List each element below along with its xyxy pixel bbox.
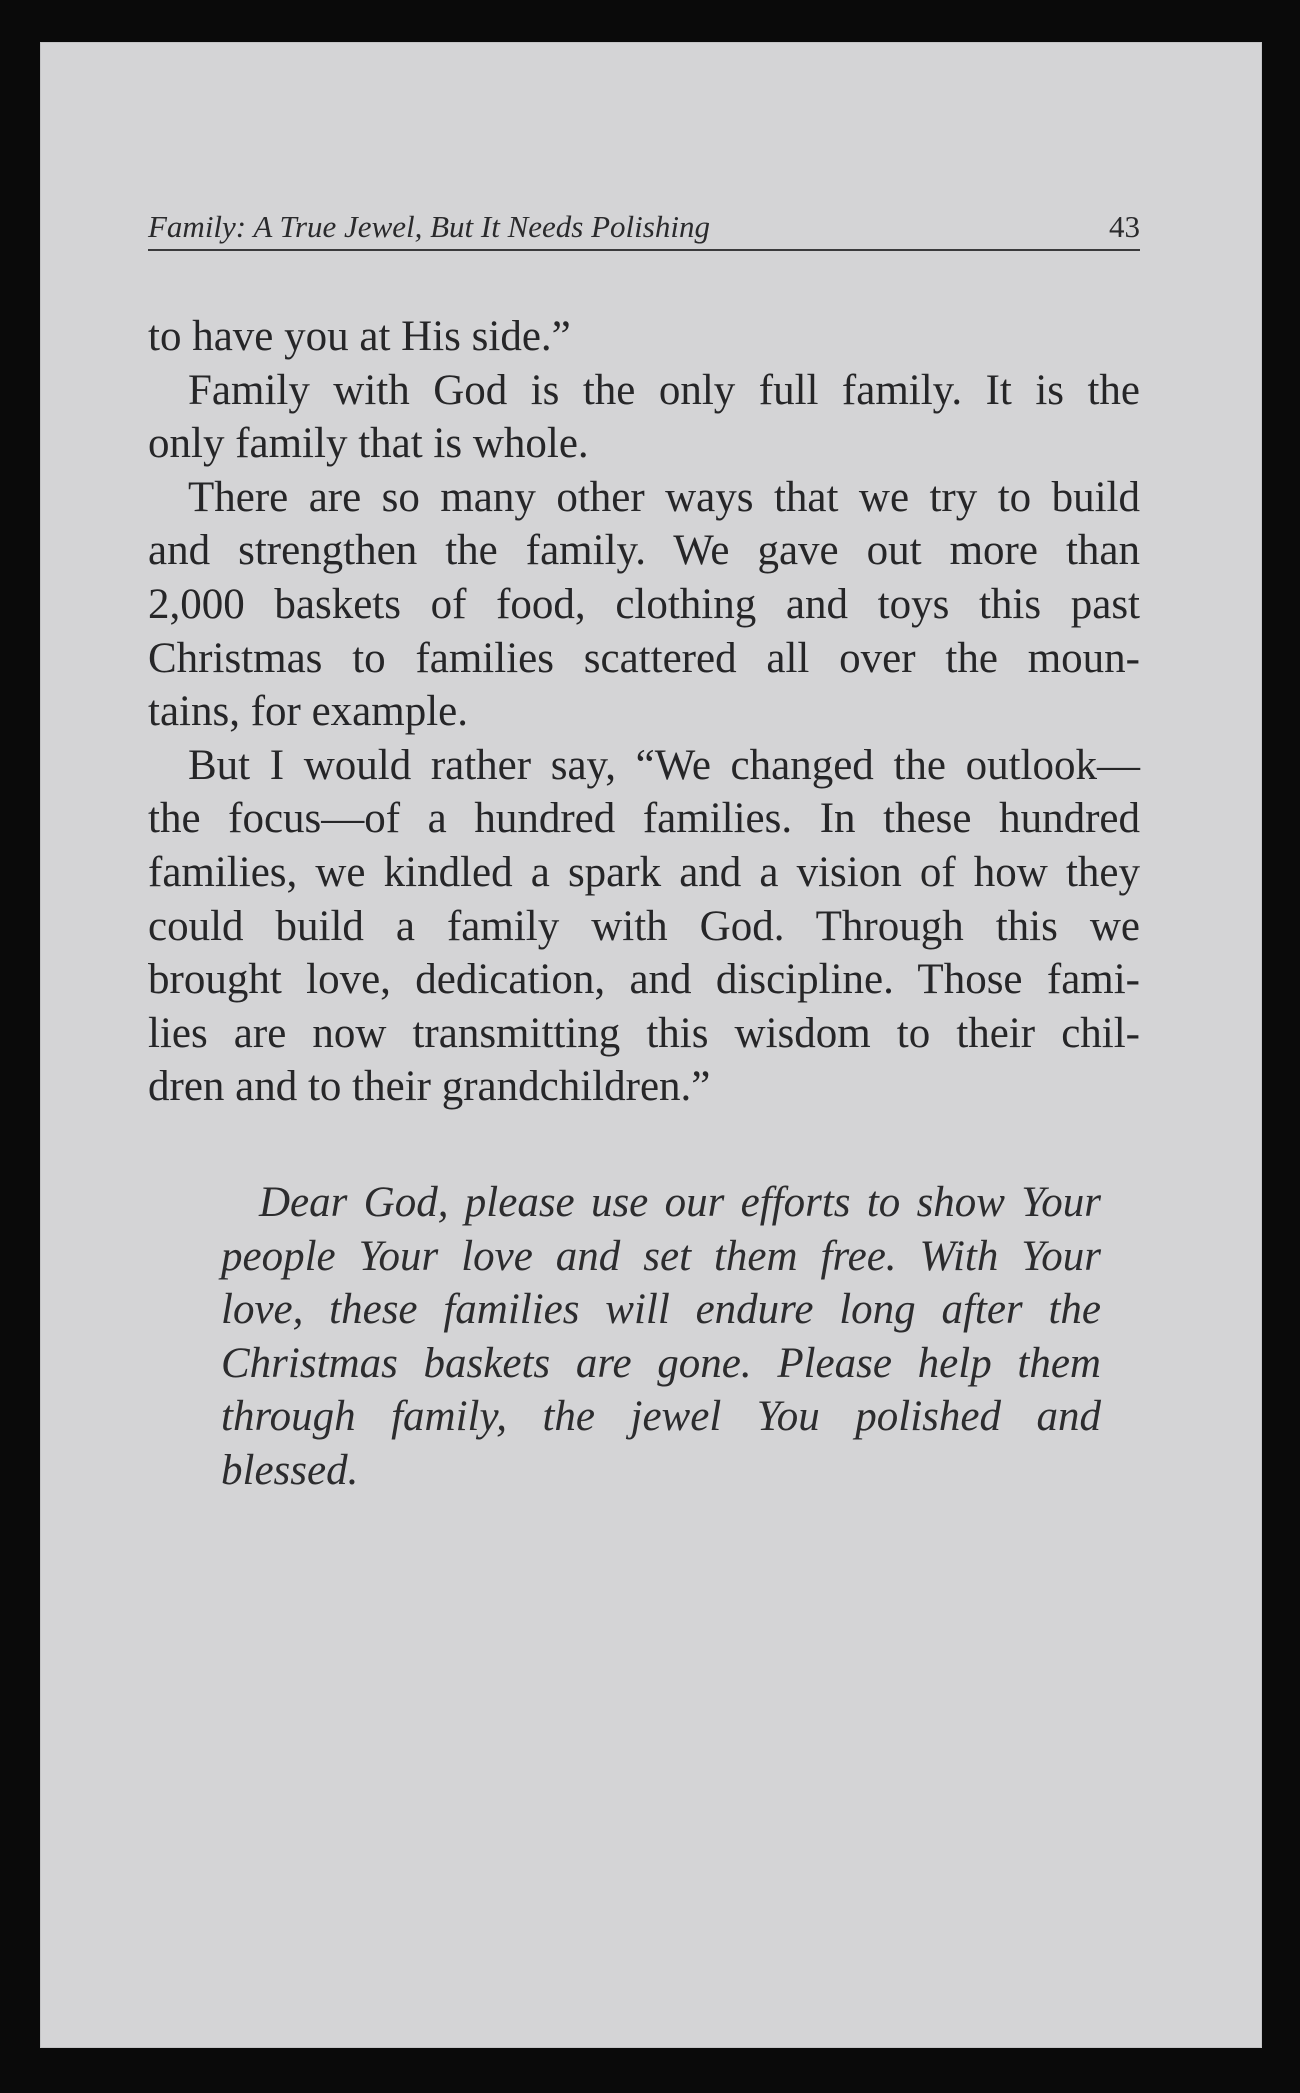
body-line: dren and to their grandchildren.” <box>148 1063 711 1111</box>
prayer-line: people Your love and set them free. With Your <box>221 1232 1101 1280</box>
prayer-line: blessed. <box>221 1446 359 1494</box>
running-title: Family: A True Jewel, But It Needs Polishing <box>148 209 710 244</box>
page-number: 43 <box>1109 209 1140 244</box>
prayer-line: Christmas baskets are gone. Please help them <box>221 1339 1101 1387</box>
body-line: There are so many other ways that we try to build <box>188 473 1140 521</box>
body-line: 2,000 baskets of food, clothing and toys this past <box>148 580 1140 628</box>
body-line: Family with God is the only full family. It is the <box>188 366 1140 414</box>
body-line: brought love, dedication, and discipline. Those fami- <box>148 956 1140 1004</box>
body-line: the focus—of a hundred families. In these hundred <box>148 795 1140 843</box>
body-line: families, we kindled a spark and a vision of how they <box>148 848 1140 896</box>
body-line: But I would rather say, “We changed the outlook— <box>188 741 1140 789</box>
body-line: Christmas to families scattered all over the moun- <box>148 634 1140 682</box>
body-line: to have you at His side.” <box>148 313 571 360</box>
body-line: lies are now transmitting this wisdom to their chil- <box>148 1009 1140 1057</box>
body-line: and strengthen the family. We gave out more than <box>148 527 1140 575</box>
running-head <box>148 205 1140 251</box>
prayer-line: love, these families will endure long after the <box>221 1286 1101 1334</box>
body-line: could build a family with God. Through this we <box>148 902 1140 950</box>
prayer-line: Dear God, please use our efforts to show Your <box>259 1179 1101 1226</box>
prayer-line: through family, the jewel You polished and <box>221 1393 1101 1441</box>
body-line: only family that is whole. <box>148 420 589 468</box>
prayer-block <box>221 1176 1101 1498</box>
body-text <box>148 310 1140 1114</box>
body-line: tains, for example. <box>148 688 469 736</box>
